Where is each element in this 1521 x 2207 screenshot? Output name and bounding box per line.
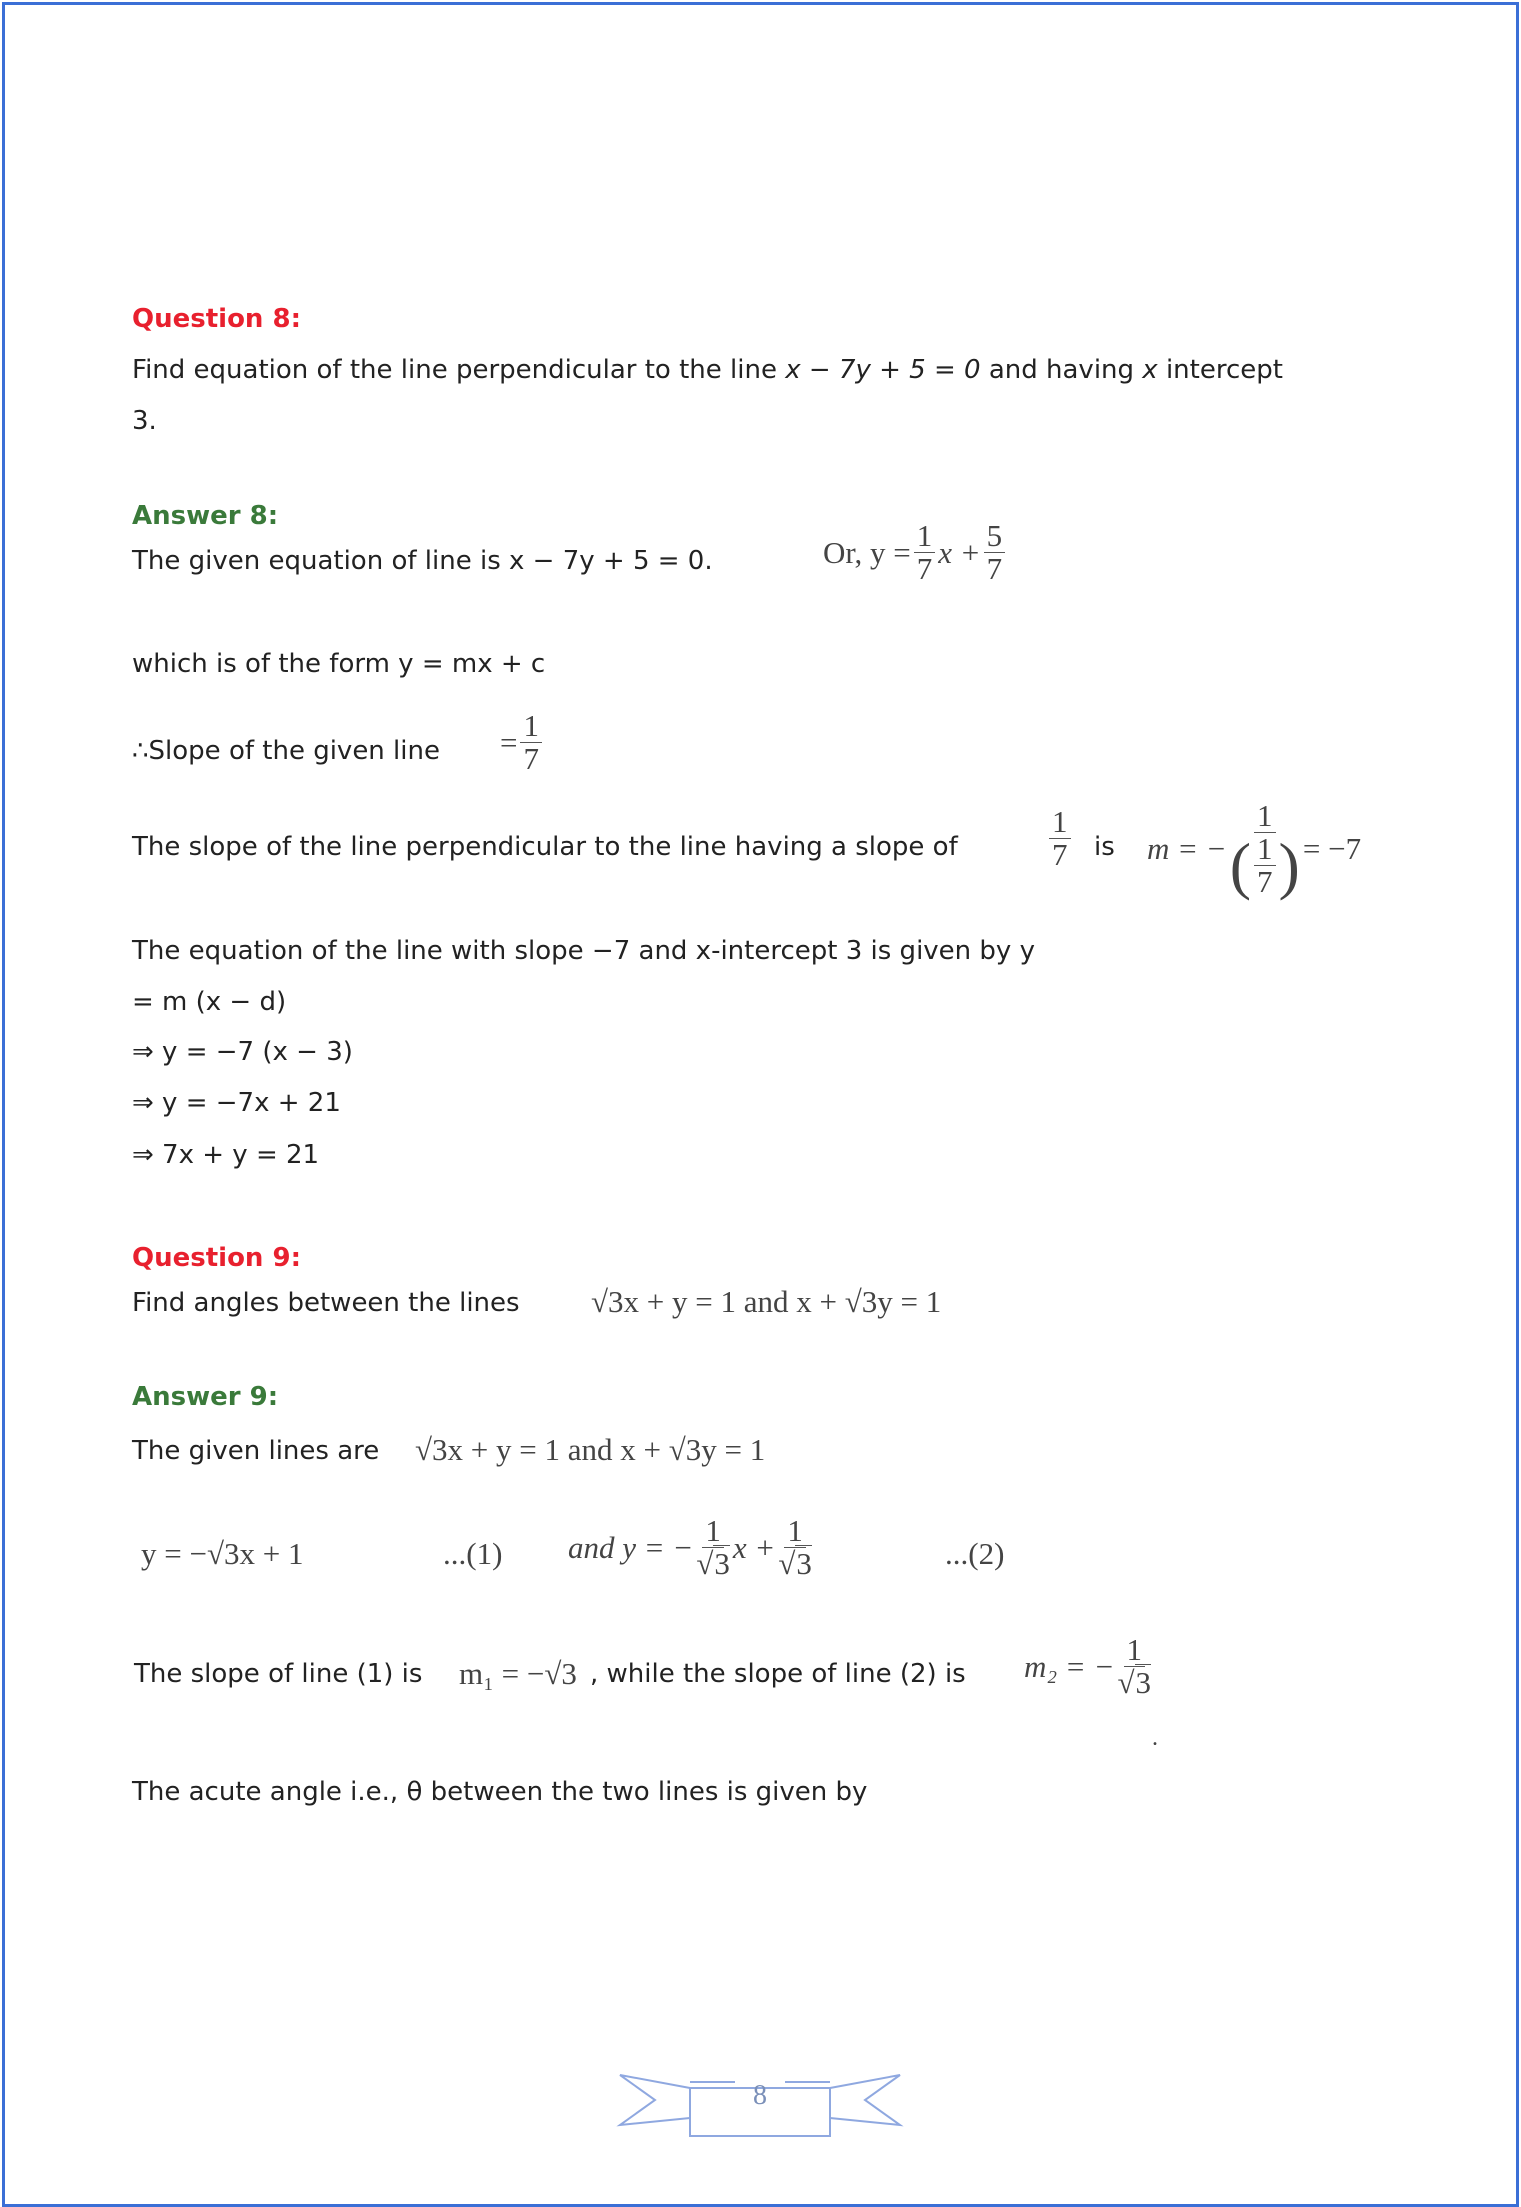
math-eq1: y = −√3x + 1: [141, 1536, 304, 1571]
question-8-text: Find equation of the line perpendicular to the line x − 7y + 5 = 0 and having x intercept: [132, 355, 1283, 385]
answer-8-is: is: [1094, 832, 1115, 862]
answer-9-slope-b: , while the slope of line (2) is: [590, 1659, 966, 1689]
math-perp-slope: m = − 1 ( $\frac{1}{7}$ ) = −7: [1147, 798, 1362, 901]
math-slope-fraction: $\frac{1}{7}$: [1046, 806, 1074, 871]
answer-8-slope-label: ∴Slope of the given line: [132, 736, 440, 766]
stray-dot: .: [1152, 1725, 1158, 1751]
answer-8-step-3: ⇒ 7x + y = 21: [132, 1140, 320, 1170]
math-eq2: and y = − $\frac{1}{√3}$ x + $\frac{1}{√3}$: [568, 1513, 812, 1581]
math-a9-lines: √3x + y = 1 and x + √3y = 1: [415, 1432, 766, 1467]
page-number-ribbon: [615, 2060, 905, 2140]
answer-8-step-0: = m (x − d): [132, 987, 287, 1017]
answer-8-form: which is of the form y = mx + c: [132, 649, 546, 679]
answer-8-equation-line: The equation of the line with slope −7 and x-intercept 3 is given by y: [132, 936, 1035, 966]
answer-8-step-2: ⇒ y = −7x + 21: [132, 1088, 341, 1118]
answer-9-heading: Answer 9:: [132, 1382, 279, 1412]
question-8-heading: Question 8:: [132, 304, 301, 334]
answer-9-acute: The acute angle i.e., θ between the two lines is given by: [132, 1777, 868, 1807]
answer-8-step-1: ⇒ y = −7 (x − 3): [132, 1037, 353, 1067]
math-or-y-form: Or, y = $\frac{1}{7}$ x + $\frac{5}{7}$: [823, 520, 1008, 585]
answer-8-given: The given equation of line is x − 7y + 5 = 0.: [132, 546, 713, 576]
question-9-heading: Question 9:: [132, 1243, 301, 1273]
math-m2: m₂ = − $\frac{1}{√3}$: [1024, 1632, 1152, 1700]
math-tag-1: ...(1): [443, 1536, 503, 1571]
math-tag-2: ...(2): [945, 1536, 1005, 1571]
question-8-text-cont: 3.: [132, 406, 157, 436]
question-9-text: Find angles between the lines: [132, 1288, 520, 1318]
answer-9-given: The given lines are: [132, 1436, 380, 1466]
math-m1: m₁ = −√3: [459, 1656, 577, 1691]
math-q9-lines: √3x + y = 1 and x + √3y = 1: [591, 1284, 942, 1319]
answer-9-slope-a: The slope of line (1) is: [134, 1659, 423, 1689]
page-number: 8: [753, 2080, 767, 2111]
answer-8-perp-text: The slope of the line perpendicular to the line having a slope of: [132, 832, 958, 862]
answer-8-heading: Answer 8:: [132, 501, 279, 531]
math-slope-value: = $\frac{1}{7}$: [500, 710, 545, 775]
